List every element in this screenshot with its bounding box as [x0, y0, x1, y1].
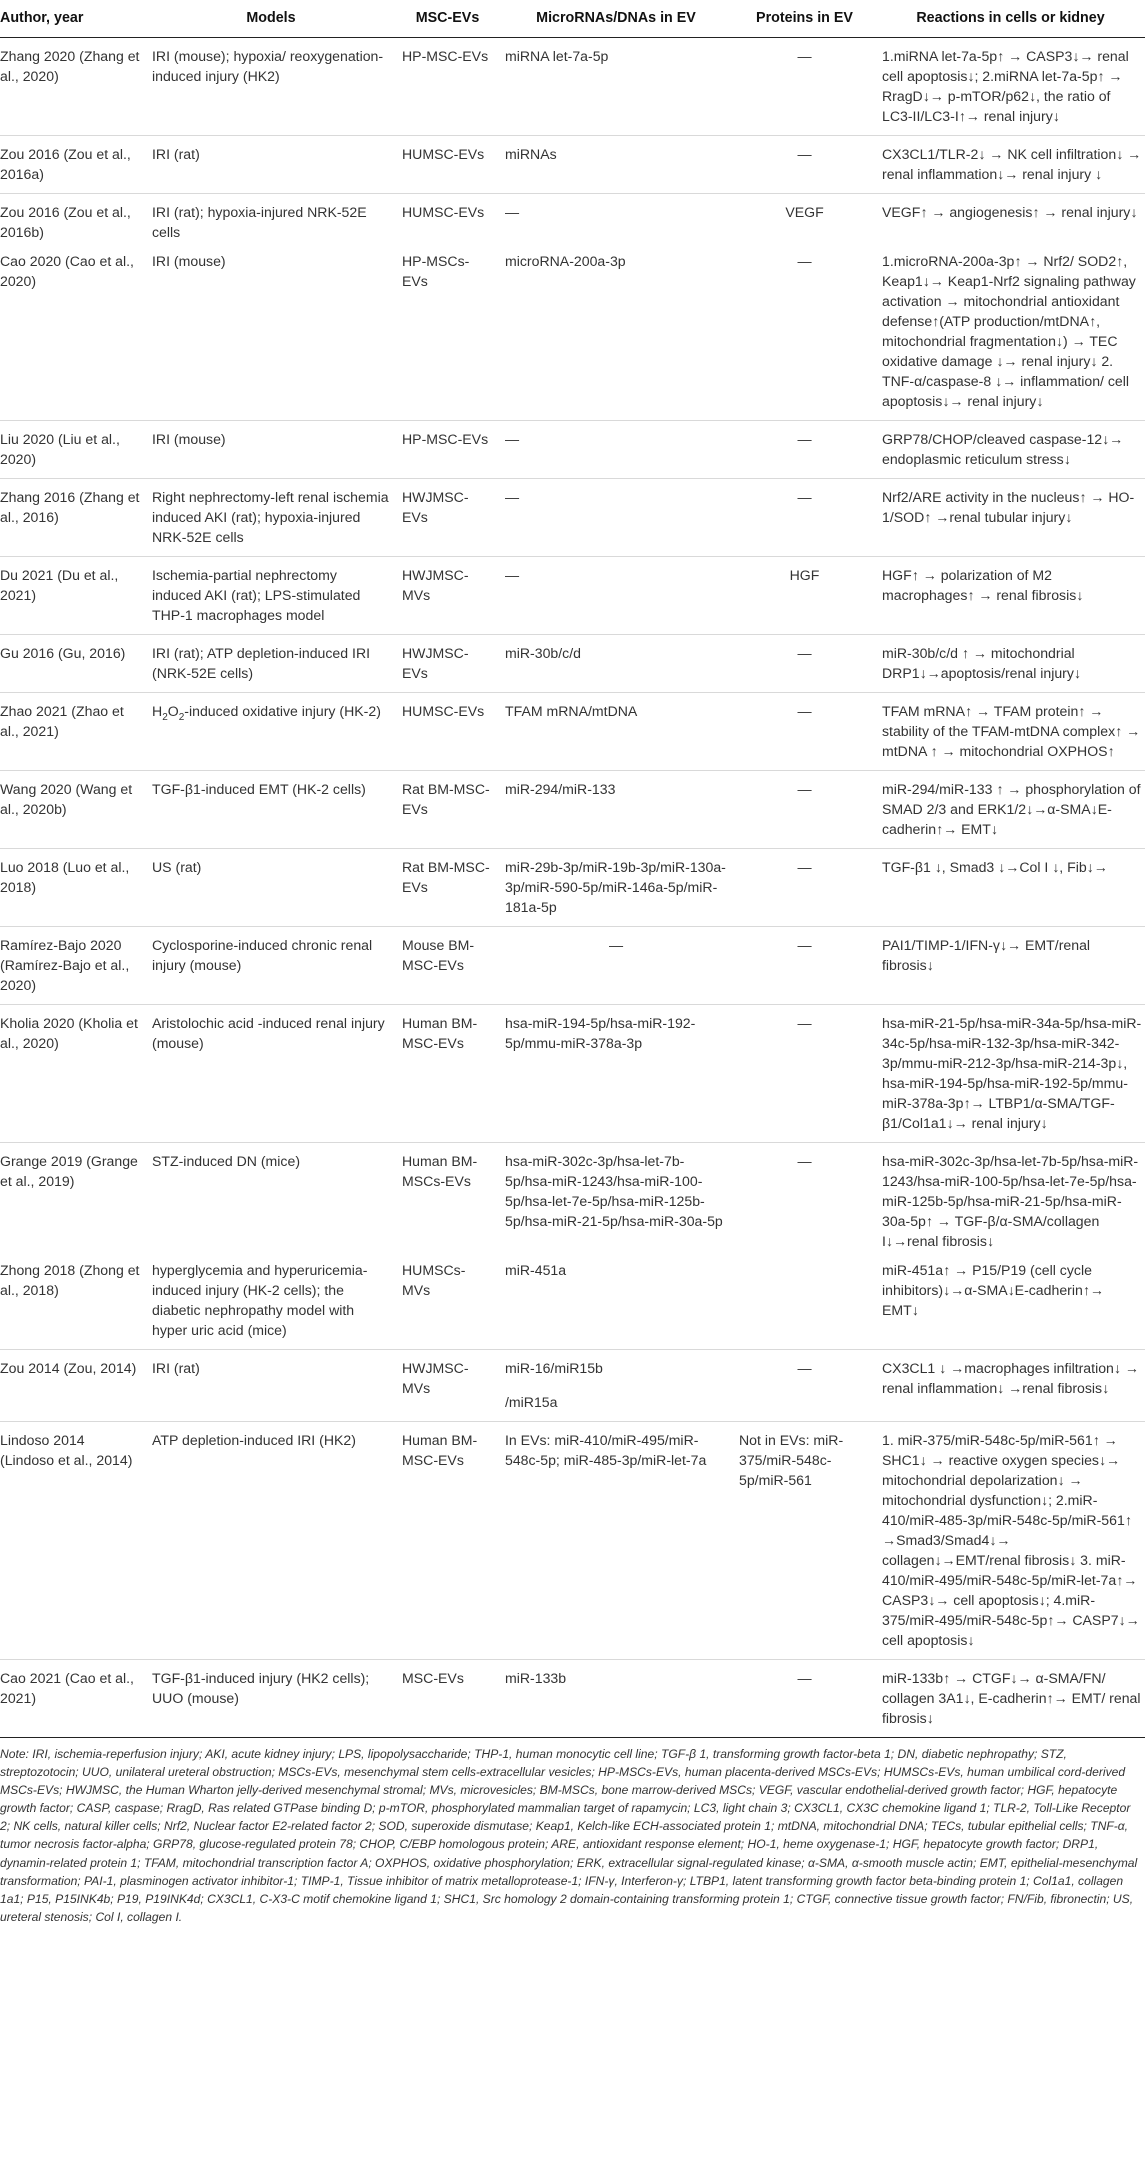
cell-msc: MSC-EVs	[396, 1660, 499, 1738]
table-row	[0, 693, 1145, 771]
cell-protein: —	[733, 1350, 876, 1422]
cell-msc: HP-MSC-EVs	[396, 38, 499, 136]
table-row	[0, 251, 1145, 421]
cell-msc: HP-MSCs-EVs	[396, 251, 499, 421]
header-micrornas: MicroRNAs/DNAs in EV	[499, 0, 733, 38]
cell-mirna: hsa-miR-194-5p/hsa-miR-192-5p/mmu-miR-378a-3p	[499, 1005, 733, 1143]
cell-reaction: hsa-miR-21-5p/hsa-miR-34a-5p/hsa-miR-34c-5p/hsa-miR-132-3p/hsa-miR-342-3p/mmu-miR-212-3p/hsa-miR-214-3p↓, hsa-miR-194-5p/hsa-miR-192-5p/mmu-miR-378a-3p↑→ LTBP1/α-SMA/TGF-β1/Col1a1↓→ renal injury↓	[876, 1005, 1145, 1143]
cell-mirna: —	[499, 421, 733, 479]
table-row	[0, 479, 1145, 557]
cell-protein: —	[797, 1153, 812, 1169]
cell-reaction: miR-294/miR-133 ↑ → phosphorylation of SMAD 2/3 and ERK1/2↓→α-SMA↓E-cadherin↑→ EMT↓	[876, 771, 1145, 849]
table-row	[0, 1005, 1145, 1143]
cell-reaction: HGF↑ → polarization of M2 macrophages↑ → renal fibrosis↓	[876, 557, 1145, 635]
cell-msc: HWJMSC-EVs	[396, 479, 499, 557]
table-row	[0, 1660, 1145, 1738]
cell-reaction: miR-133b↑ → CTGF↓→ α-SMA/FN/ collagen 3A1↓, E-cadherin↑→ EMT/ renal fibrosis↓	[876, 1660, 1145, 1738]
header-reactions-label: Reactions in cells or kidney	[916, 10, 1105, 26]
cell-protein: HGF	[733, 557, 876, 635]
header-reactions	[876, 0, 1145, 38]
cell-reaction: VEGF↑ → angiogenesis↑ → renal injury↓	[882, 204, 1138, 220]
cell-reaction: 1.microRNA-200a-3p↑ → Nrf2/ SOD2↑, Keap1↓→ Keap1-Nrf2 signaling pathway activation → mitochondrial antioxidant defense↑(ATP production/mtDNA↑, mitochondrial fragmentation↓) → TEC oxidative damage ↓→ renal injury↓ 2. TNF-α/caspase-8 ↓→ inflammation/ cell apoptosis↓→ renal injury↓	[876, 251, 1145, 421]
cell-protein: —	[733, 1005, 876, 1143]
cell-msc: Rat BM-MSC-EVs	[396, 771, 499, 849]
cell-model: IRI (rat); ATP depletion-induced IRI (NRK-52E cells)	[146, 635, 396, 693]
cell-protein: Not in EVs: miR-375/miR-548c-5p/miR-561	[733, 1422, 876, 1660]
cell-reaction: TGF-β1 ↓, Smad3 ↓→Col I ↓, Fib↓→	[876, 849, 1145, 927]
cell-author: Zhao 2021 (Zhao et al., 2021)	[0, 693, 146, 771]
cell-mirna: —	[499, 927, 733, 1005]
cell-model: IRI (mouse)	[146, 251, 396, 421]
header-proteins: Proteins in EV	[733, 0, 876, 38]
cell-msc: Rat BM-MSC-EVs	[396, 849, 499, 927]
cell-msc: Human BM-MSC-EVs	[396, 1005, 499, 1143]
cell-protein: —	[733, 251, 876, 421]
cell-reaction: TFAM mRNA↑ → TFAM protein↑ → stability of the TFAM-mtDNA complex↑ → mtDNA ↑ → mitochondrial OXPHOS↑	[876, 693, 1145, 771]
cell-protein: —	[733, 421, 876, 479]
cell-model: $H_2O_2$-induced oxidative injury (HK-2)	[146, 693, 396, 771]
cell-msc: Mouse BM-MSC-EVs	[396, 927, 499, 1005]
cell-model: IRI (mouse)	[146, 421, 396, 479]
cell-model: Right nephrectomy-left renal ischemia induced AKI (rat); hypoxia-injured NRK-52E cells	[146, 479, 396, 557]
cell-msc: HWJMSC-MVs	[396, 557, 499, 635]
cell-mirna: In EVs: miR-410/miR-495/miR-548c-5p; miR-485-3p/miR-let-7a	[499, 1422, 733, 1660]
cell-reaction: 1.miRNA let-7a-5p↑ → CASP3↓→ renal cell apoptosis↓; 2.miRNA let-7a-5p↑ → RragD↓→ p-mTOR/p62↓, the ratio of LC3-II/LC3-I↑→ renal injury↓	[876, 38, 1145, 136]
cell-author: Du 2021 (Du et al., 2021)	[0, 557, 146, 635]
cell-author: Liu 2020 (Liu et al., 2020)	[0, 421, 146, 479]
table-header	[0, 0, 1145, 38]
table-row	[0, 136, 1145, 194]
cell-protein: —	[733, 38, 876, 136]
cell-author: Wang 2020 (Wang et al., 2020b)	[0, 771, 146, 849]
table-row	[0, 421, 1145, 479]
cell-msc: HUMSC-EVs	[402, 204, 485, 220]
cell-model: IRI (mouse); hypoxia/ reoxygenation-induced injury (HK2)	[146, 38, 396, 136]
cell-protein: —	[733, 927, 876, 1005]
cell-author: Kholia 2020 (Kholia et al., 2020)	[0, 1005, 146, 1143]
cell-author: Cao 2020 (Cao et al., 2020)	[0, 251, 146, 421]
cell-reaction: hsa-miR-302c-3p/hsa-let-7b-5p/hsa-miR-1243/hsa-miR-100-5p/hsa-let-7e-5p/hsa-miR-125b-5p/hsa-miR-21-5p/hsa-miR-30a-5p↑ → TGF-β/α-SMA/collagen I↓→renal fibrosis↓	[882, 1153, 1139, 1249]
cell-msc: HWJMSC-MVs	[396, 1350, 499, 1422]
cell-model: TGF-β1-induced EMT (HK-2 cells)	[146, 771, 396, 849]
cell-msc: HUMSCs-MVs	[396, 1260, 499, 1350]
cell-reaction: Nrf2/ARE activity in the nucleus↑ → HO-1/SOD↑ →renal tubular injury↓	[876, 479, 1145, 557]
table-row	[0, 1143, 1145, 1261]
cell-model: STZ-induced DN (mice)	[152, 1153, 301, 1169]
cell-author: Cao 2021 (Cao et al., 2021)	[0, 1660, 146, 1738]
cell-mirna-line-1: miR-16/miR15b	[505, 1360, 603, 1376]
cell-mirna: hsa-miR-302c-3p/hsa-let-7b-5p/hsa-miR-1243/hsa-miR-100-5p/hsa-let-7e-5p/hsa-miR-125b-5p/hsa-miR-21-5p/hsa-miR-30a-5p	[505, 1153, 723, 1229]
cell-protein: —	[733, 693, 876, 771]
table-row	[0, 194, 1145, 252]
cell-author: Zou 2014 (Zou, 2014)	[0, 1350, 146, 1422]
cell-mirna: —	[499, 479, 733, 557]
cell-author: Zhang 2016 (Zhang et al., 2016)	[0, 479, 146, 557]
table-row	[0, 38, 1145, 136]
cell-mirna-line-2: /miR15a	[505, 1394, 558, 1410]
cell-model: ATP depletion-induced IRI (HK2)	[146, 1422, 396, 1660]
cell-msc: HP-MSC-EVs	[396, 421, 499, 479]
table-row	[0, 849, 1145, 927]
cell-mirna: miRNA let-7a-5p	[499, 38, 733, 136]
cell-mirna: miR-451a	[499, 1260, 733, 1350]
cell-msc: Human BM-MSCs-EVs	[402, 1153, 478, 1189]
cell-model: IRI (rat)	[146, 136, 396, 194]
table-row	[0, 927, 1145, 1005]
cell-msc: Human BM-MSC-EVs	[396, 1422, 499, 1660]
cell-author: Luo 2018 (Luo et al., 2018)	[0, 849, 146, 927]
header-msc-evs: MSC-EVs	[396, 0, 499, 38]
cell-mirna: miR-294/miR-133	[499, 771, 733, 849]
cell-author: Zou 2016 (Zou et al., 2016a)	[0, 136, 146, 194]
cell-protein: VEGF	[785, 204, 824, 220]
table-row	[0, 1350, 1145, 1422]
cell-model: Aristolochic acid -induced renal injury (mouse)	[146, 1005, 396, 1143]
header-models: Models	[146, 0, 396, 38]
cell-protein: —	[733, 479, 876, 557]
cell-model: IRI (rat)	[146, 1350, 396, 1422]
cell-protein: —	[733, 136, 876, 194]
cell-mirna	[499, 1350, 733, 1422]
cell-protein	[733, 1260, 876, 1350]
cell-protein: —	[733, 635, 876, 693]
table-footnote: Note: IRI, ischemia-reperfusion injury; AKI, acute kidney injury; LPS, lipopolysaccharide; THP-1, human monocytic cell line; TGF-β 1, transforming growth factor-beta 1; DN, diabetic nephropathy; STZ, streptozotocin; UUO, unilateral ureteral obstruction; MSCs-EVs, mesenchymal stem cells-extracellular vesicles; HP-MSCs-EVs, human placenta-derived MSCs-EVs; HUMSCs-EVs, human umbilical cord-derived MSCs-EVs; HWJMSC, the Human Wharton jelly-derived mesenchymal stromal; MVs, microvesicles; BM-MSCs, bone marrow-derived MSCs; VEGF, vascular endothelial-derived growth factor; HGF, hepatocyte growth factor; CASP, caspase; RragD, Ras related GTPase binding D; p-mTOR, phosphorylated mammalian target of rapamycin; LC3, light chain 3; CX3CL1, CX3C chemokine ligand 1; TLR-2, Toll-Like Receptor 2; NK cells, natural killer cells; Nrf2, Nuclear factor E2-related factor 2; SOD, superoxide dismutase; Keap1, Kelch-like ECH-associated protein 1; mtDNA, mitochondrial DNA; TECs, tubular epithelial cells; TNF-α, tumor necrosis factor-alpha; GRP78, glucose-regulated protein 78; CHOP, C/EBP homologous protein; ARE, antioxidant response element; HO-1, heme oxygenase-1; HGF, hepatocyte growth factor; DRP1, dynamin-related protein 1; TFAM, mitochondrial transcription factor A; OXPHOS, oxidative phosphorylation; ERK, extracellular signal-regulated kinase; α-SMA, α-smooth muscle actin; EMT, epithelial-mesenchymal transformation; PAI-1, plasminogen activator inhibitor-1; TIMP-1, Tissue inhibitor of matrix metalloprotease-1; IFN-γ, Interferon-γ; LTBP1, latent transforming growth factor beta-binding protein 1; Col1a1, collagen 1a1; P15, P15INK4b; P19, P19INK4d; CX3CL1, C-X3-C motif chemokine ligand 1; SHC1, Src homology 2 domain-containing transforming protein 1; CTGF, connective tissue growth factor; FN/Fib, fibronectin; US, ureteral stenosis; Col I, collagen I.	[0, 1747, 1138, 1924]
table-row	[0, 1422, 1145, 1660]
cell-author: Zou 2016 (Zou et al., 2016b)	[0, 204, 131, 240]
cell-author: Ramírez-Bajo 2020 (Ramírez-Bajo et al., 2020)	[0, 927, 146, 1005]
cell-mirna: —	[499, 557, 733, 635]
header-row	[0, 0, 1145, 38]
cell-author: Grange 2019 (Grange et al., 2019)	[0, 1153, 138, 1189]
cell-mirna: miR-29b-3p/miR-19b-3p/miR-130a-3p/miR-590-5p/miR-146a-5p/miR-181a-5p	[499, 849, 733, 927]
cell-protein: —	[733, 1660, 876, 1738]
table-row	[0, 557, 1145, 635]
cell-reaction: 1. miR-375/miR-548c-5p/miR-561↑ → SHC1↓ → reactive oxygen species↓→ mitochondrial depolarization↓ → mitochondrial dysfunction↓; 2.miR-410/miR-485-3p/miR-548c-5p/miR-561↑ →Smad3/Smad4↓→ collagen↓→EMT/renal fibrosis↓ 3. miR-410/miR-495/miR-548c-5p/miR-let-7a↑→ CASP3↓→ cell apoptosis↓; 4.miR-375/miR-495/miR-548c-5p↑→ CASP7↓→ cell apoptosis↓	[876, 1422, 1145, 1660]
cell-model: IRI (rat); hypoxia-injured NRK-52E cells	[152, 204, 367, 240]
cell-protein: —	[733, 771, 876, 849]
cell-msc: HUMSC-EVs	[396, 136, 499, 194]
cell-reaction: miR-451a↑ → P15/P19 (cell cycle inhibitors)↓→α-SMA↓E-cadherin↑→ EMT↓	[876, 1260, 1145, 1350]
table-body	[0, 38, 1145, 1738]
cell-mirna: TFAM mRNA/mtDNA	[499, 693, 733, 771]
cell-author: Lindoso 2014 (Lindoso et al., 2014)	[0, 1422, 146, 1660]
cell-mirna: miR-133b	[499, 1660, 733, 1738]
cell-mirna: —	[505, 204, 520, 220]
cell-protein: —	[733, 849, 876, 927]
cell-mirna: miRNAs	[499, 136, 733, 194]
cell-model: TGF-β1-induced injury (HK2 cells); UUO (mouse)	[146, 1660, 396, 1738]
cell-reaction: PAI1/TIMP-1/IFN-γ↓→ EMT/renal fibrosis↓	[876, 927, 1145, 1005]
cell-model: Cyclosporine-induced chronic renal injury (mouse)	[146, 927, 396, 1005]
cell-reaction: CX3CL1/TLR-2↓ → NK cell infiltration↓ → renal inflammation↓→ renal injury ↓	[876, 136, 1145, 194]
cell-msc: HUMSC-EVs	[396, 693, 499, 771]
cell-author: Zhong 2018 (Zhong et al., 2018)	[0, 1260, 146, 1350]
cell-model: Ischemia-partial nephrectomy induced AKI (rat); LPS-stimulated THP-1 macrophages model	[146, 557, 396, 635]
table-row	[0, 1260, 1145, 1350]
cell-reaction: GRP78/CHOP/cleaved caspase-12↓→ endoplasmic reticulum stress↓	[876, 421, 1145, 479]
table-row	[0, 635, 1145, 693]
cell-model: hyperglycemia and hyperuricemia-induced injury (HK-2 cells); the diabetic nephropathy model with hyper uric acid (mice)	[146, 1260, 396, 1350]
cell-mirna: miR-30b/c/d	[499, 635, 733, 693]
cell-reaction: miR-30b/c/d ↑ → mitochondrial DRP1↓→apoptosis/renal injury↓	[876, 635, 1145, 693]
cell-author: Gu 2016 (Gu, 2016)	[0, 635, 146, 693]
cell-reaction: CX3CL1 ↓ →macrophages infiltration↓ → renal inflammation↓ →renal fibrosis↓	[876, 1350, 1145, 1422]
table-row	[0, 771, 1145, 849]
cell-mirna: microRNA-200a-3p	[499, 251, 733, 421]
cell-msc: HWJMSC-EVs	[396, 635, 499, 693]
cell-model: US (rat)	[146, 849, 396, 927]
header-author: Author, year	[0, 0, 146, 38]
cell-author: Zhang 2020 (Zhang et al., 2020)	[0, 38, 146, 136]
